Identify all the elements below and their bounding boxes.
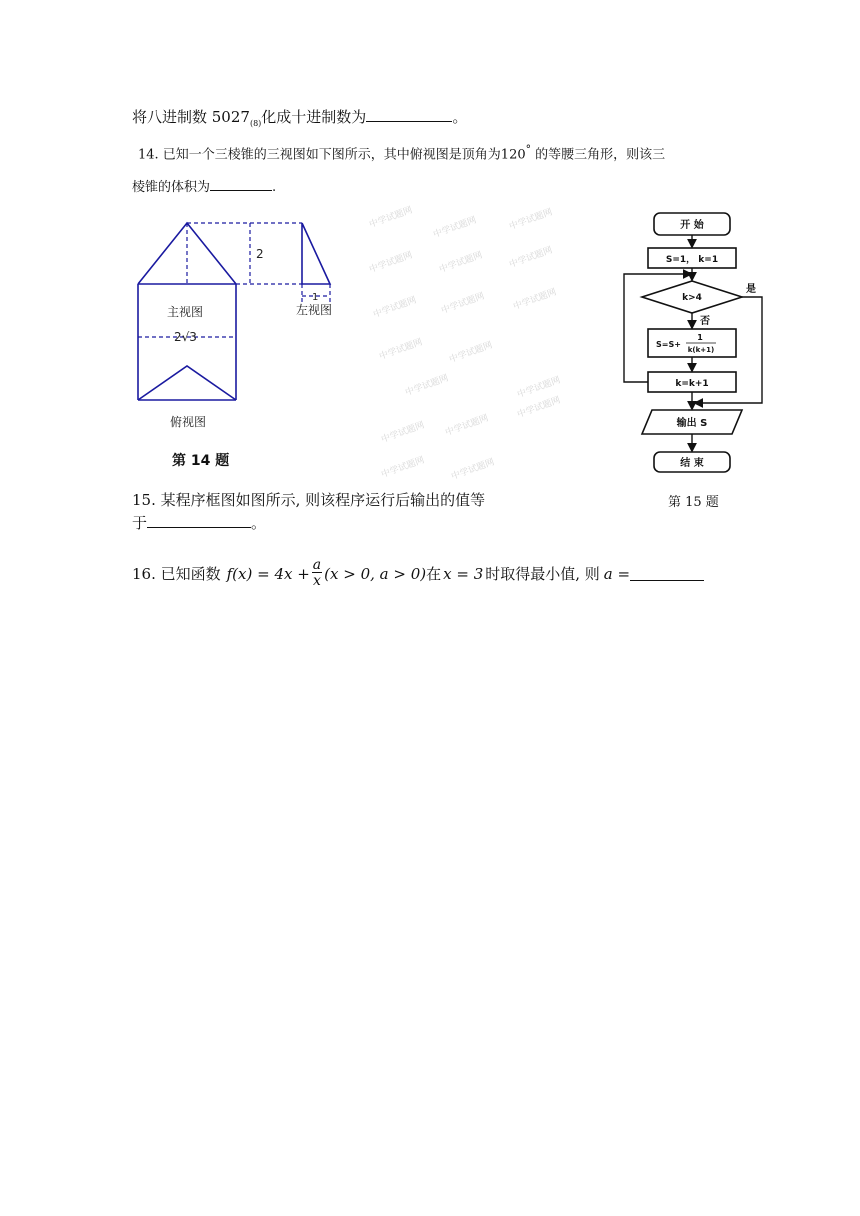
q14-text-2: 棱锥的体积为 bbox=[132, 180, 211, 195]
q13-line bbox=[132, 106, 467, 128]
q14-caption: 第 14 题 bbox=[172, 453, 230, 469]
update-s-text: S=S+ bbox=[656, 340, 681, 349]
condition-text: k>4 bbox=[682, 293, 702, 303]
q14-text-1b: 的等腰三角形，则该三 bbox=[531, 147, 666, 163]
q14-line1 bbox=[138, 143, 665, 162]
q14-three-view-figure bbox=[130, 214, 350, 474]
q16-condition: (x > 0, a > 0) bbox=[324, 564, 427, 583]
q13-text-b: 化成十进制数为 bbox=[261, 108, 367, 126]
q16-function: f(x) = 4x + bbox=[226, 564, 310, 583]
q16-answer-blank bbox=[630, 566, 704, 581]
q15-line1: 15. 某程序框图如图所示, 则该程序运行后输出的值等 bbox=[132, 491, 486, 509]
q14-text-1: 14. 已知一个三棱锥的三视图如下图所示，其中俯视图是顶角为120 bbox=[138, 147, 526, 163]
q15-line2 bbox=[132, 512, 266, 533]
q14-degree: ° bbox=[525, 143, 532, 156]
q14-tail: . bbox=[272, 180, 277, 195]
q16-denominator: x bbox=[313, 573, 321, 589]
q13-tail: 。 bbox=[452, 108, 468, 126]
q13-text-a: 将八进制数 5027 bbox=[132, 108, 250, 126]
q15-tail: 。 bbox=[251, 514, 267, 532]
top-view-label: 俯视图 bbox=[170, 415, 207, 429]
side-width-label: 1 bbox=[312, 292, 319, 303]
end-text: 结 束 bbox=[680, 458, 704, 469]
update-s-denominator: k(k+1) bbox=[687, 346, 715, 354]
q13-answer-blank bbox=[366, 107, 452, 122]
q15-flowchart bbox=[616, 208, 766, 478]
q15-answer-blank bbox=[147, 513, 251, 528]
side-view-triangle bbox=[302, 223, 330, 284]
q14-line2 bbox=[132, 176, 276, 195]
q16-suffix: 时取得最小值, 则 bbox=[485, 565, 600, 583]
height-label: 2 bbox=[256, 247, 264, 261]
q14-answer-blank bbox=[210, 176, 272, 191]
q16-a-equals: a = bbox=[603, 564, 631, 583]
front-view-label: 主视图 bbox=[167, 305, 204, 319]
init-text: S=1， k=1 bbox=[665, 255, 719, 265]
side-view-label: 左视图 bbox=[296, 303, 333, 317]
q16-fraction bbox=[312, 558, 322, 589]
width-label: 2√3 bbox=[174, 330, 197, 344]
top-view-triangle bbox=[138, 366, 236, 400]
increment-text: k=k+1 bbox=[675, 379, 709, 389]
update-s-numerator: 1 bbox=[697, 333, 703, 342]
q13-base-subscript: (8) bbox=[249, 119, 262, 128]
yes-label: 是 bbox=[746, 284, 756, 295]
no-label: 否 bbox=[700, 316, 710, 327]
q15-caption: 第 15 题 bbox=[668, 495, 719, 510]
q16-numerator: a bbox=[312, 557, 322, 573]
start-text: 开 始 bbox=[680, 220, 704, 231]
q15-text-2: 于 bbox=[132, 514, 148, 532]
q16-line bbox=[132, 558, 704, 589]
output-text: 输出 S bbox=[676, 418, 708, 429]
q16-prefix: 16. 已知函数 bbox=[132, 565, 221, 583]
q16-middle: 在 bbox=[426, 565, 442, 583]
q16-x-value: x = 3 bbox=[443, 564, 484, 583]
